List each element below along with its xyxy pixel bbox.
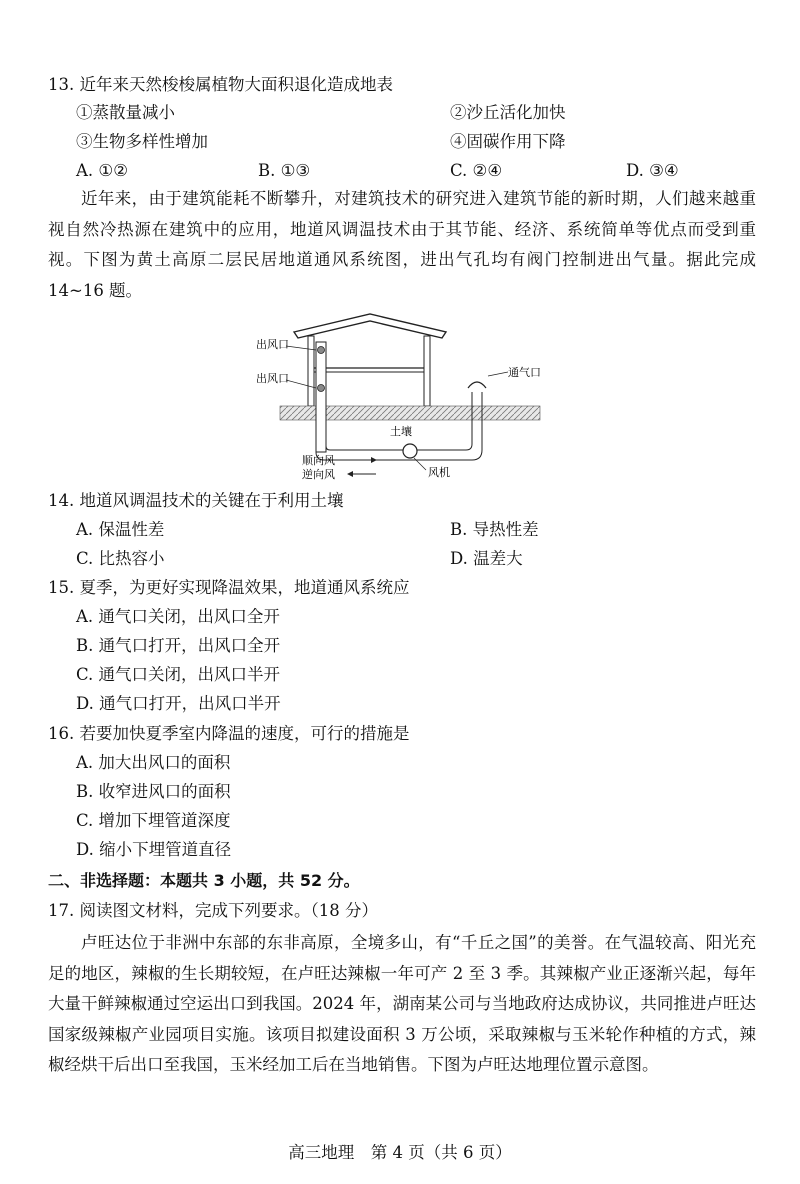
label-outlet-2: 出风口 [256,372,289,385]
q16-option-c: C. 增加下埋管道深度 [76,811,231,830]
q14-option-c: C. 比热容小 [76,549,165,568]
outlet-valve-1 [318,347,325,354]
q14-option-d: D. 温差大 [450,549,523,568]
q13-option-a: A. ①② [76,161,128,180]
q16-option-b: B. 收窄进风口的面积 [76,782,231,801]
outlet-valve-2 [318,385,325,392]
vent-cap [468,382,486,388]
house-left-wall [308,336,314,406]
q15-option-b: B. 通气口打开，出风口全开 [76,636,281,655]
label-vent: 通气口 [508,366,541,379]
q17-stem: 17. 阅读图文材料，完成下列要求。（18 分） [48,901,378,920]
page-footer: 高三地理 第 4 页（共 6 页） [288,1143,512,1162]
passage-14-16 [48,184,756,306]
label-outlet-1: 出风口 [256,338,289,351]
q13-option-c: C. ②④ [450,161,503,180]
fan-icon [403,444,417,458]
q16-stem: 16. 若要加快夏季室内降温的速度，可行的措施是 [48,724,410,743]
q13-item: ②沙丘活化加快 [450,103,566,122]
q17-passage-text: 卢旺达位于非洲中东部的东非高原，全境多山，有“千丘之国”的美誉。在气温较高、阳光充足的地区，辣椒的生长期较短，在卢旺达辣椒一年可产 2 至 3 季。其辣椒产业正逐渐兴起，每年大量干鲜辣椒通过空运出口到我国。2024 年，湖南某公司与当地政府达成协议，共同推进卢旺达国家级辣椒产业园项目实施。该项目拟建设面积 3 万公顷，采取辣椒与玉米轮作种植的方式，辣椒经烘干后出口至我国，玉米经加工后在当地销售。下图为卢旺达地理位置示意图。 [48,933,756,1074]
q13-stem: 13. 近年来天然梭梭属植物大面积退化造成地表 [48,75,393,94]
label-forward-wind: 顺向风 [302,454,335,467]
q15-option-d: D. 通气口打开，出风口半开 [76,694,281,713]
label-reverse-wind: 逆向风 [302,468,335,481]
q14-stem: 14. 地道风调温技术的关键在于利用土壤 [48,491,344,510]
house-right-wall [424,336,430,406]
q14-option-b: B. 导热性差 [450,520,539,539]
q13-item: ①蒸散量减小 [76,103,175,122]
q15-option-a: A. 通气口关闭，出风口全开 [76,607,280,626]
q15-option-c: C. 通气口关闭，出风口半开 [76,665,281,684]
q13-item: ③生物多样性增加 [76,132,208,151]
q15-stem: 15. 夏季，为更好实现降温效果，地道通风系统应 [48,578,410,597]
house-roof [294,314,446,338]
label-soil: 土壤 [390,425,412,438]
label-fan: 风机 [428,466,450,479]
q13-item: ④固碳作用下降 [450,132,566,151]
passage-text: 近年来，由于建筑能耗不断攀升，对建筑技术的研究进入建筑节能的新时期，人们越来越重视自然冷热源在建筑中的应用，地道风调温技术由于其节能、经济、系统简单等优点而受到重视。下图为黄土高原二层民居地道通风系统图，进出气孔均有阀门控制进出气量。据此完成 14~16 题。 [48,189,756,300]
q17-passage [48,928,756,1081]
q16-option-a: A. 加大出风口的面积 [76,753,231,772]
section-heading: 二、非选择题：本题共 3 小题，共 52 分。 [48,871,360,890]
q14-option-a: A. 保温性差 [76,520,165,539]
q16-option-d: D. 缩小下埋管道直径 [76,840,232,859]
q13-option-d: D. ③④ [626,161,679,180]
q13-option-b: B. ①③ [258,161,311,180]
pipe-vertical-house [316,342,326,452]
ground-tunnel-ventilation-diagram [250,312,550,482]
